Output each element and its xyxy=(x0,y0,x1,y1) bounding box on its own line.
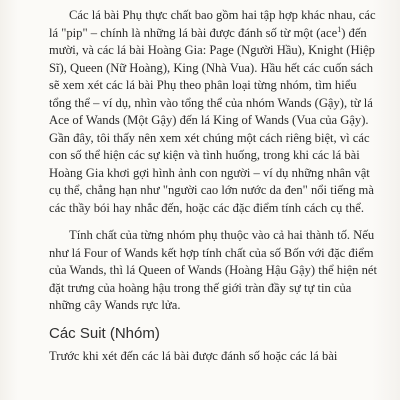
section-heading: Các Suit (Nhóm) xyxy=(49,324,160,342)
footnote-marker: 1 xyxy=(337,24,342,34)
page-text xyxy=(49,7,377,366)
paragraph-1-text-b: ) đến mười, và các lá bài Hoàng Gia: Page (Người Hầu), Knight (Hiệp Sĩ), Queen (Nữ Hoàng), King (Nhà Vua). Hầu hết các cuốn sách sẽ xem xét các lá bài Phụ theo phân loại từng nhóm, tìm hiểu tổng thể – ví dụ, nhìn vào tổng thể của nhóm Wands (Gậy), từ lá Ace of Wands (Một Gậy) đến lá King of Wands (Vua của Gậy). Gần đây, tôi thấy nên xem xét chúng một cách riêng biệt, vì các con số thể hiện các sự kiện và tình huống, trong khi các lá bài Hoàng Gia khơi gợi hình ảnh con người – ví dụ những nhân vật cụ thể, chẳng hạn như "người cao lớn nước da đen" nổi tiếng mà các thầy bói hay nhắc đến, hoặc các đặc điểm tính cách cụ thể. xyxy=(49,25,375,215)
paragraph-1-text-a: Các lá bài Phụ thực chất bao gồm hai tập hợp khác nhau, các lá "pip" – chính là những lá bài được đánh số từ một (ace xyxy=(49,8,376,40)
paragraph-1 xyxy=(49,7,377,217)
paragraph-3 xyxy=(49,348,377,366)
paragraph-2 xyxy=(49,227,377,315)
paragraph-2-text: Tính chất của từng nhóm phụ thuộc vào cả hai thành tố. Nếu như lá Four of Wands kết hợp tính chất của số Bốn với đặc điểm của Wands, thì lá Queen of Wands (Hoàng Hậu Gậy) thể hiện nét đặt trưng của hoàng hậu trong thế giới tràn đầy sự tự tin của những cây Wands rực lửa. xyxy=(49,228,377,312)
paragraph-3-text: Trước khi xét đến các lá bài được đánh số hoặc các lá bài xyxy=(49,349,338,363)
